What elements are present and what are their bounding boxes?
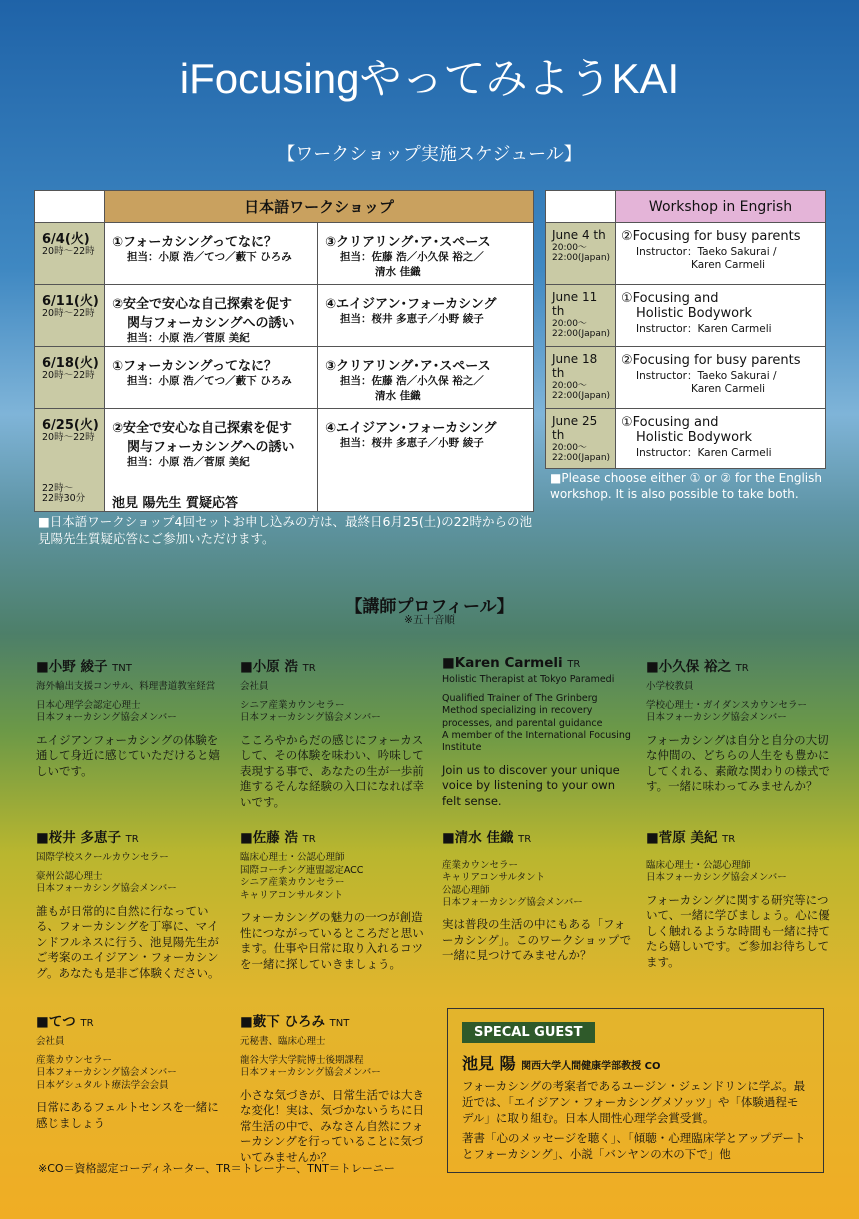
session-title: ③クリアリング･ア･スペース <box>325 359 491 374</box>
table-row <box>546 223 826 285</box>
profile-message: エイジアンフォーカシングの体験を通して身近に感じていただけると嬉しいです。 <box>36 732 220 778</box>
session-instructor: 清水 佳織 <box>375 389 421 402</box>
profile-message: Join us to discover your unique voice by listening to your own felt sense. <box>442 762 620 808</box>
profile-card <box>240 655 430 810</box>
profile-message: 実は普段の生活の中にもある「フォーカシング」。このワークショップで一緒に見つけてみませんか？ <box>442 917 632 963</box>
profile-name: ■清水 佳織 TR <box>442 830 532 846</box>
session-instructor: Karen Carmeli <box>691 383 766 395</box>
profile-credentials: 日本心理学会認定心理士 日本フォーカシング協会メンバー <box>36 700 177 724</box>
profile-subheading: ※五十音順 <box>404 614 455 626</box>
table-row <box>546 409 826 469</box>
profile-card <box>36 826 226 981</box>
profile-message: 小さな気づきが、日常生活では大きな変化！実は、気づかないうちに日常生活の中で、みなさん自然にフォーカシングを行っていることに気づいてみませんか？ <box>240 1087 424 1164</box>
profile-card <box>442 826 632 964</box>
en-table-header: Workshop in Engrish <box>616 191 826 223</box>
qa-time: 22時30分 <box>42 493 86 505</box>
footnote: ※CO＝資格認定コーディネーター、TR＝トレーナー、TNT＝トレーニー <box>38 1162 395 1175</box>
table-row <box>546 285 826 347</box>
profile-card <box>36 1010 226 1131</box>
table-row <box>35 285 534 347</box>
guest-books: 著書「心のメッセージを聴く」、「傾聴・心理臨床学とアップデートとフォーカシング」、小説「バンヤンの木の下で」他 <box>462 1131 806 1162</box>
profile-credentials: 学校心理士・ガイダンスカウンセラー 日本フォーカシング協会メンバー <box>646 700 808 724</box>
profile-role: 元秘書、臨床心理士 <box>240 1036 326 1047</box>
profile-message: 誰もが日常的に自然に行なっている、フォーカシングを丁寧に、マインドフルネスに行う、池見陽先生がご考案のエイジアン・フォーカシング。あなたも是非ご体験ください。 <box>36 903 220 980</box>
guest-bio: フォーカシングの考案者であるユージン・ジェンドリンに学ぶ。最近では、「エイジアン・フォーカシングメソッツ」や「体験過程モデル」に取り組む。日本人間性心理学会賞受賞。 <box>462 1079 806 1126</box>
time: 20:00～ <box>552 380 587 391</box>
profile-message: 日常にあるフェルトセンスを一緒に感じましょう <box>36 1100 219 1130</box>
profile-heading: 【講師プロフィール】 <box>345 597 514 617</box>
session-title: ①Focusing and <box>621 415 719 430</box>
time: 20時～22時 <box>42 246 95 258</box>
profile-card <box>442 655 632 809</box>
session-title: ②Focusing for busy parents <box>621 353 801 368</box>
session-instructor: Instructor：Taeko Sakurai / <box>636 370 777 382</box>
session-instructor: 担当：佐藤 浩／小久保 裕之／ <box>340 251 484 263</box>
session-instructor: 担当：小原 浩／てつ／藪下 ひろみ <box>127 251 292 263</box>
time: 20時～22時 <box>42 370 95 382</box>
date: June 4 th <box>552 228 606 242</box>
date: June 25 th <box>552 414 598 442</box>
session-instructor: 担当：桜井 多恵子／小野 綾子 <box>340 437 484 449</box>
profile-name: ■菅原 美紀 TR <box>646 830 736 846</box>
profile-card <box>646 655 836 795</box>
session-title: ③クリアリング･ア･スペース <box>325 235 491 250</box>
profile-credentials: 産業カウンセラー キャリアコンサルタント 公認心理師 日本フォーカシング協会メンバー <box>442 860 583 909</box>
profile-message: フォーカシングの魅力の一つが創造性につながっているところだと思います。仕事や日常に取り入れるコツを一緒に探していきましょう。 <box>240 910 424 971</box>
session-title: ①フォーカシングってなに？ <box>112 359 277 374</box>
special-guest-label: SPECAL GUEST <box>462 1022 595 1043</box>
session-title: ②安全で安心な自己探索を促す <box>112 421 293 436</box>
guest-role: 関西大学人間健康学部教授 CO <box>521 1061 661 1072</box>
time: 20時～22時 <box>42 308 95 320</box>
japanese-schedule-table <box>34 190 534 512</box>
profile-role: 国際学校スクールカウンセラー <box>36 852 169 863</box>
session-title: ①Focusing and <box>621 291 719 306</box>
profile-role: 会社員 <box>240 681 269 692</box>
profile-message: フォーカシングは自分と自分の大切な仲間の、どちらの人生をも豊かにしてくれる、素敵な関わりの様式です。一緒に味わってみませんか？ <box>646 732 830 794</box>
table-row <box>35 347 534 409</box>
table-row <box>546 347 826 409</box>
session-instructor: 担当：小原 浩／菅原 美紀 <box>127 332 250 344</box>
profile-name: ■小野 綾子 TNT <box>36 659 132 675</box>
special-guest-box <box>447 1008 824 1173</box>
english-schedule-table <box>545 190 826 469</box>
table-row <box>35 223 534 285</box>
time: 20時～22時 <box>42 432 95 444</box>
table-row <box>35 409 534 512</box>
profile-message: こころやからだの感じにフォーカスして、その体験を味わい、吟味して表現する事で、あなたの生が一歩前進するそんな経験の入口になれば幸いです。 <box>240 732 424 809</box>
english-note: ■Please choose either ① or ② for the English workshop. It is also possible to take both. <box>550 471 822 502</box>
session-instructor: 担当：佐藤 浩／小久保 裕之／ <box>340 375 484 387</box>
session-title: ②安全で安心な自己探索を促す <box>112 297 293 312</box>
qa-time: 22時～ <box>42 482 74 494</box>
profile-credentials: シニア産業カウンセラー 日本フォーカシング協会メンバー <box>240 700 381 724</box>
profile-name: ■桜井 多恵子 TR <box>36 830 139 846</box>
session-title: ④エイジアン･フォーカシング <box>325 297 497 312</box>
profile-name: ■Karen Carmeli TR <box>442 655 581 671</box>
session-title: 関与フォーカシングへの誘い <box>127 440 295 455</box>
time: 22:00(Japan) <box>552 328 611 339</box>
profile-role: Holistic Therapist at Tokyo Paramedi <box>442 674 615 685</box>
profile-card <box>646 826 836 970</box>
guest-name-row <box>462 1051 809 1074</box>
time: 20:00～ <box>552 318 587 329</box>
time: 22:00(Japan) <box>552 390 611 401</box>
profile-credentials: 臨床心理士・公認心理師 日本フォーカシング協会メンバー <box>646 860 787 884</box>
profile-role: 臨床心理士・公認心理師 <box>240 852 345 863</box>
profile-credentials: 国際コーチング連盟認定ACC シニア産業カウンセラー キャリアコンサルタント <box>240 865 364 901</box>
time: 20:00～ <box>552 442 587 453</box>
session-instructor: Karen Carmeli <box>691 259 766 271</box>
profile-name: ■小原 浩 TR <box>240 659 316 675</box>
profile-role: 会社員 <box>36 1036 65 1047</box>
page-title: iFocusingやってみようKAI <box>179 55 680 102</box>
session-instructor: 清水 佳織 <box>375 265 421 278</box>
session-title: Holistic Bodywork <box>636 306 752 321</box>
date: June 18 th <box>552 352 598 380</box>
profile-credentials: 豪州公認心理士 日本フォーカシング協会メンバー <box>36 871 177 895</box>
session-title: ①フォーカシングってなに？ <box>112 235 277 250</box>
profile-message: フォーカシングに関する研究等について、一緒に学びましょう。心に優しく触れるような時間も一緒に持てたら嬉しいです。ご参加お待ちしてます。 <box>646 892 830 969</box>
session-title: 関与フォーカシングへの誘い <box>127 316 295 331</box>
profile-name: ■てつ TR <box>36 1014 94 1030</box>
profile-card <box>240 826 430 972</box>
profile-role: 海外輸出支援コンサル、料理書道教室経営 <box>36 681 216 692</box>
profile-credentials: 産業カウンセラー 日本フォーカシング協会メンバー 日本ゲシュタルト療法学会会員 <box>36 1055 177 1091</box>
session-instructor: Instructor：Taeko Sakurai / <box>636 246 777 258</box>
time: 20:00～ <box>552 242 587 253</box>
profile-name: ■藪下 ひろみ TNT <box>240 1014 350 1030</box>
session-instructor: Instructor：Karen Carmeli <box>636 323 772 335</box>
session-instructor: 担当：小原 浩／てつ／藪下 ひろみ <box>127 375 292 387</box>
profile-credentials: 龍谷大学大学院博士後期課程 日本フォーカシング協会メンバー <box>240 1055 381 1079</box>
time: 22:00(Japan) <box>552 253 611 264</box>
date: 6/18(火) <box>42 356 99 371</box>
profile-name: ■佐藤 浩 TR <box>240 830 316 846</box>
date: June 11 th <box>552 290 598 318</box>
guest-name: 池見 陽 <box>462 1054 516 1073</box>
profile-card <box>240 1010 430 1165</box>
jp-table-header: 日本語ワークショップ <box>105 191 534 223</box>
profile-credentials: Qualified Trainer of The Grinberg Method specializing in recovery processes, and parental guidance A member of the International Focusing Institute <box>442 693 631 754</box>
date: 6/25(火) <box>42 418 99 433</box>
schedule-heading: 【ワークショップ実施スケジュール】 <box>277 144 582 165</box>
session-title: ④エイジアン･フォーカシング <box>325 421 497 436</box>
time: 22:00(Japan) <box>552 452 611 463</box>
profile-card <box>36 655 226 779</box>
session-title: Holistic Bodywork <box>636 430 752 445</box>
session-title: ②Focusing for busy parents <box>621 229 801 244</box>
date: 6/4(火) <box>42 232 90 247</box>
japanese-note: ■日本語ワークショップ4回セットお申し込みの方は、最終日6月25(土)の22時からの池見陽先生質疑応答にご参加いただけます。 <box>38 514 533 546</box>
session-instructor: Instructor：Karen Carmeli <box>636 447 772 459</box>
qa-session: 池見 陽先生 質疑応答 <box>112 495 239 511</box>
profile-role: 小学校教員 <box>646 681 694 692</box>
date: 6/11(火) <box>42 294 99 309</box>
session-instructor: 担当：桜井 多恵子／小野 綾子 <box>340 313 484 325</box>
profile-name: ■小久保 裕之 TR <box>646 659 749 675</box>
session-instructor: 担当：小原 浩／菅原 美紀 <box>127 456 250 468</box>
